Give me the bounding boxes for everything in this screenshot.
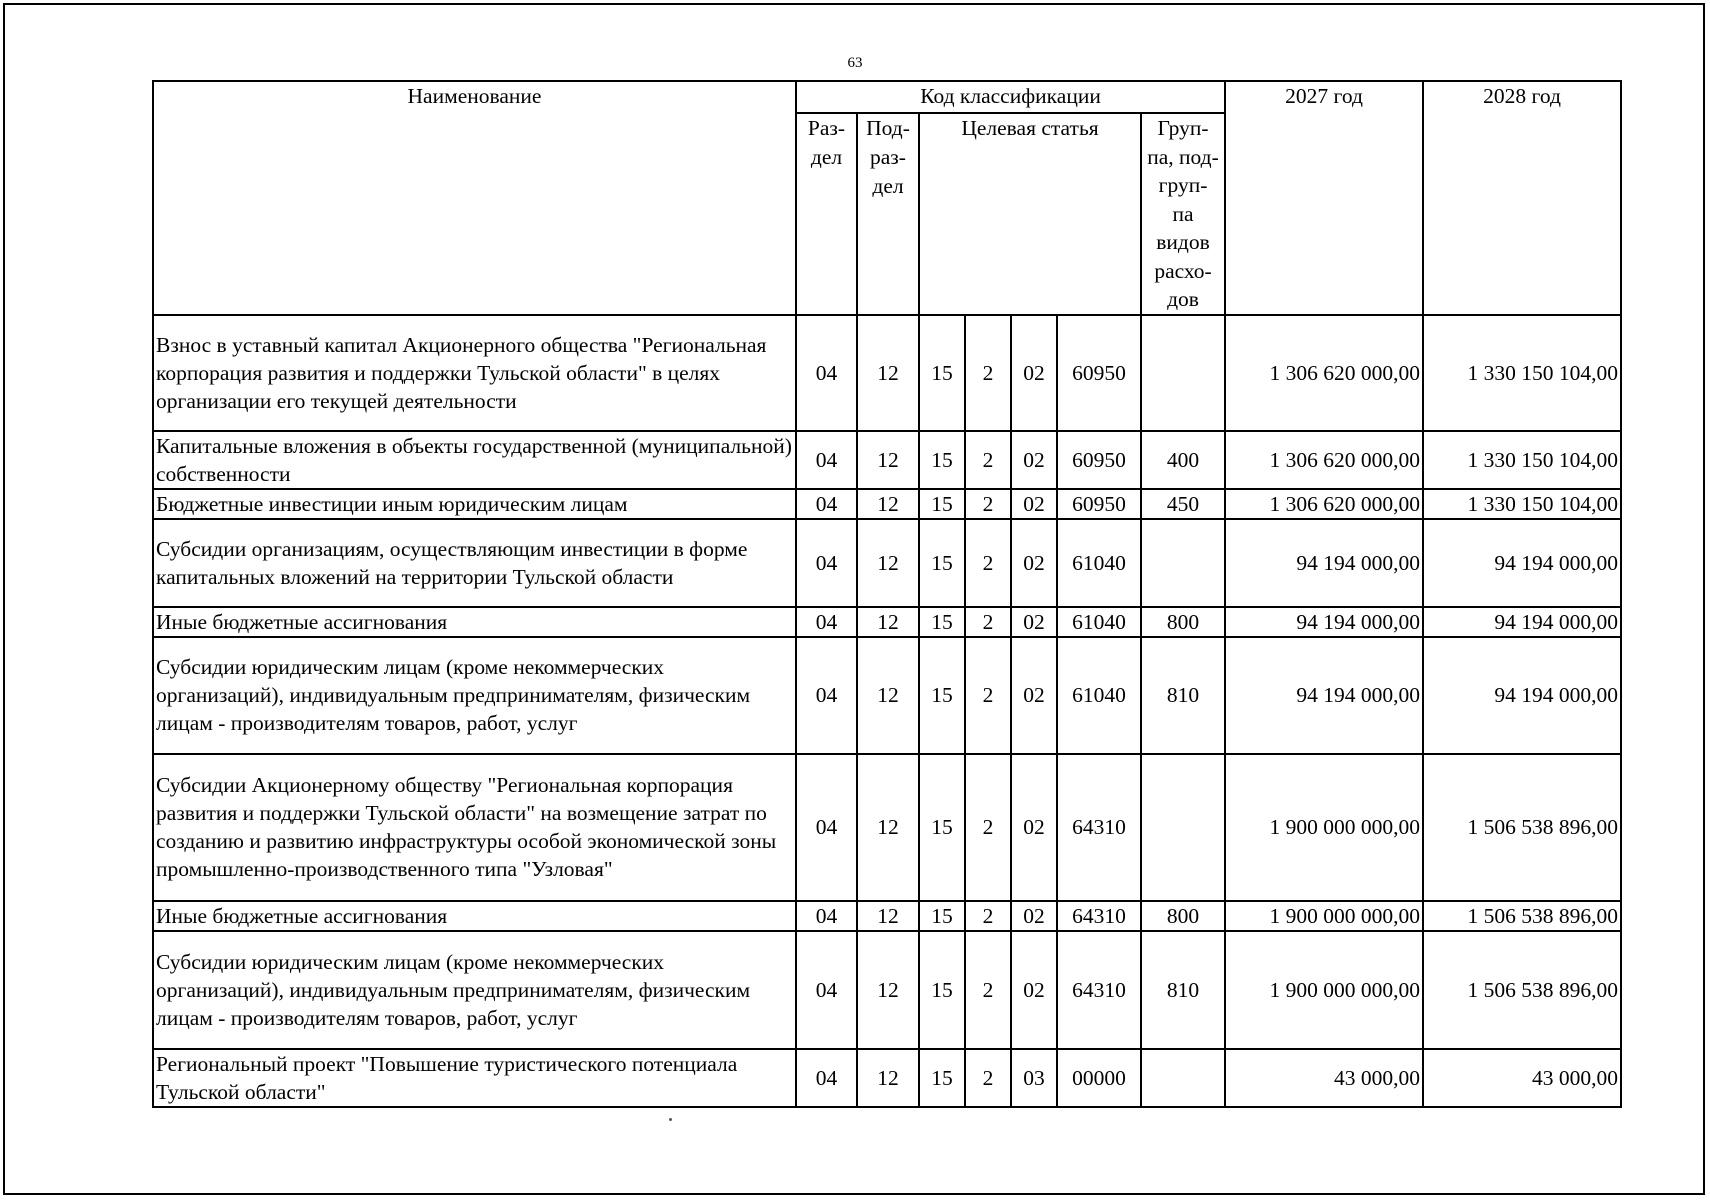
cell-target-subprogram: 2 — [965, 519, 1011, 607]
header-name: Наименование — [153, 81, 796, 315]
cell-expense-group — [1141, 315, 1225, 431]
cell-name: Бюджетные инвестиции иным юридическим лицам — [153, 489, 796, 519]
cell-podrazdel: 12 — [857, 489, 919, 519]
cell-target-program: 15 — [919, 315, 965, 431]
cell-target-subprogram: 2 — [965, 1049, 1011, 1107]
cell-expense-group: 810 — [1141, 931, 1225, 1049]
cell-amount-2028: 1 330 150 104,00 — [1423, 489, 1621, 519]
header-year-2028: 2028 год — [1423, 81, 1621, 315]
cell-amount-2027: 1 900 000 000,00 — [1225, 901, 1423, 931]
cell-expense-group — [1141, 754, 1225, 901]
header-target-article: Целевая статья — [919, 113, 1141, 315]
cell-podrazdel: 12 — [857, 431, 919, 489]
cell-target-subprogram: 2 — [965, 931, 1011, 1049]
cell-target-program: 15 — [919, 754, 965, 901]
cell-razdel: 04 — [796, 489, 857, 519]
cell-target-direction: 61040 — [1057, 607, 1141, 637]
cell-target-main-event: 02 — [1011, 489, 1057, 519]
cell-target-main-event: 02 — [1011, 931, 1057, 1049]
cell-razdel: 04 — [796, 1049, 857, 1107]
header-row-top — [153, 81, 1621, 113]
table-row — [153, 901, 1621, 931]
table-row — [153, 637, 1621, 754]
table-row — [153, 431, 1621, 489]
table-row — [153, 1049, 1621, 1107]
cell-target-direction: 64310 — [1057, 754, 1141, 901]
cell-amount-2027: 94 194 000,00 — [1225, 519, 1423, 607]
cell-target-main-event: 02 — [1011, 315, 1057, 431]
cell-amount-2027: 94 194 000,00 — [1225, 607, 1423, 637]
table-row — [153, 315, 1621, 431]
cell-target-direction: 60950 — [1057, 489, 1141, 519]
cell-target-program: 15 — [919, 637, 965, 754]
cell-target-program: 15 — [919, 607, 965, 637]
cell-target-direction: 64310 — [1057, 931, 1141, 1049]
cell-target-main-event: 02 — [1011, 637, 1057, 754]
table-row — [153, 754, 1621, 901]
cell-name: Субсидии юридическим лицам (кроме некоммерческих организаций), индивидуальным предпринимателям, физическим лицам - производителям товаров, работ, услуг — [153, 637, 796, 754]
cell-target-direction: 61040 — [1057, 519, 1141, 607]
cell-amount-2028: 94 194 000,00 — [1423, 637, 1621, 754]
cell-name: Капитальные вложения в объекты государственной (муниципальной) собственности — [153, 431, 796, 489]
cell-amount-2028: 1 330 150 104,00 — [1423, 431, 1621, 489]
cell-target-direction: 60950 — [1057, 431, 1141, 489]
cell-razdel: 04 — [796, 637, 857, 754]
cell-target-program: 15 — [919, 489, 965, 519]
cell-amount-2027: 1 306 620 000,00 — [1225, 315, 1423, 431]
cell-name: Взнос в уставный капитал Акционерного общества "Региональная корпорация развития и поддержки Тульской области" в целях организации его текущей деятельности — [153, 315, 796, 431]
cell-target-subprogram: 2 — [965, 431, 1011, 489]
scan-speck — [669, 1118, 672, 1121]
cell-amount-2028: 94 194 000,00 — [1423, 519, 1621, 607]
header-expense-group: Груп- па, под- груп- па видов расхо- дов — [1141, 113, 1225, 315]
table-row — [153, 519, 1621, 607]
cell-amount-2027: 94 194 000,00 — [1225, 637, 1423, 754]
cell-name: Субсидии юридическим лицам (кроме некоммерческих организаций), индивидуальным предпринимателям, физическим лицам - производителям товаров, работ, услуг — [153, 931, 796, 1049]
cell-razdel: 04 — [796, 901, 857, 931]
cell-razdel: 04 — [796, 315, 857, 431]
cell-podrazdel: 12 — [857, 754, 919, 901]
cell-target-program: 15 — [919, 901, 965, 931]
header-classification-code: Код классификации — [796, 81, 1225, 113]
cell-podrazdel: 12 — [857, 901, 919, 931]
cell-expense-group: 800 — [1141, 607, 1225, 637]
cell-name: Субсидии Акционерному обществу "Региональная корпорация развития и поддержки Тульской области" на возмещение затрат по созданию и развитию инфраструктуры особой экономической зоны промышленно-производственного типа "Узловая" — [153, 754, 796, 901]
cell-expense-group: 450 — [1141, 489, 1225, 519]
cell-target-main-event: 02 — [1011, 431, 1057, 489]
cell-amount-2028: 1 330 150 104,00 — [1423, 315, 1621, 431]
cell-target-subprogram: 2 — [965, 901, 1011, 931]
cell-podrazdel: 12 — [857, 607, 919, 637]
budget-table — [152, 80, 1622, 1108]
cell-amount-2028: 1 506 538 896,00 — [1423, 754, 1621, 901]
cell-target-subprogram: 2 — [965, 754, 1011, 901]
cell-target-program: 15 — [919, 519, 965, 607]
cell-target-main-event: 03 — [1011, 1049, 1057, 1107]
cell-podrazdel: 12 — [857, 519, 919, 607]
cell-expense-group — [1141, 519, 1225, 607]
page-number: 63 — [847, 55, 863, 71]
cell-amount-2027: 1 900 000 000,00 — [1225, 754, 1423, 901]
cell-podrazdel: 12 — [857, 315, 919, 431]
cell-razdel: 04 — [796, 754, 857, 901]
cell-target-program: 15 — [919, 431, 965, 489]
cell-target-direction: 60950 — [1057, 315, 1141, 431]
table-row — [153, 607, 1621, 637]
cell-target-direction: 61040 — [1057, 637, 1141, 754]
cell-name: Иные бюджетные ассигнования — [153, 607, 796, 637]
cell-target-subprogram: 2 — [965, 637, 1011, 754]
cell-target-program: 15 — [919, 1049, 965, 1107]
cell-podrazdel: 12 — [857, 637, 919, 754]
cell-amount-2028: 1 506 538 896,00 — [1423, 901, 1621, 931]
cell-expense-group — [1141, 1049, 1225, 1107]
cell-podrazdel: 12 — [857, 931, 919, 1049]
cell-amount-2027: 1 306 620 000,00 — [1225, 431, 1423, 489]
header-subsection: Под- раз- дел — [857, 113, 919, 315]
cell-amount-2028: 1 506 538 896,00 — [1423, 931, 1621, 1049]
cell-razdel: 04 — [796, 607, 857, 637]
cell-target-direction: 00000 — [1057, 1049, 1141, 1107]
cell-name: Иные бюджетные ассигнования — [153, 901, 796, 931]
cell-target-main-event: 02 — [1011, 607, 1057, 637]
cell-target-subprogram: 2 — [965, 607, 1011, 637]
cell-name: Региональный проект "Повышение туристического потенциала Тульской области" — [153, 1049, 796, 1107]
cell-amount-2027: 43 000,00 — [1225, 1049, 1423, 1107]
cell-amount-2028: 43 000,00 — [1423, 1049, 1621, 1107]
cell-podrazdel: 12 — [857, 1049, 919, 1107]
cell-target-main-event: 02 — [1011, 519, 1057, 607]
cell-razdel: 04 — [796, 519, 857, 607]
cell-amount-2028: 94 194 000,00 — [1423, 607, 1621, 637]
cell-target-program: 15 — [919, 931, 965, 1049]
cell-expense-group: 400 — [1141, 431, 1225, 489]
cell-expense-group: 810 — [1141, 637, 1225, 754]
table-row — [153, 489, 1621, 519]
cell-amount-2027: 1 900 000 000,00 — [1225, 931, 1423, 1049]
header-year-2027: 2027 год — [1225, 81, 1423, 315]
cell-razdel: 04 — [796, 931, 857, 1049]
cell-name: Субсидии организациям, осуществляющим инвестиции в форме капитальных вложений на территории Тульской области — [153, 519, 796, 607]
cell-target-main-event: 02 — [1011, 754, 1057, 901]
header-section: Раз- дел — [796, 113, 857, 315]
cell-expense-group: 800 — [1141, 901, 1225, 931]
table-row — [153, 931, 1621, 1049]
cell-target-subprogram: 2 — [965, 489, 1011, 519]
cell-target-main-event: 02 — [1011, 901, 1057, 931]
cell-target-direction: 64310 — [1057, 901, 1141, 931]
cell-razdel: 04 — [796, 431, 857, 489]
cell-target-subprogram: 2 — [965, 315, 1011, 431]
cell-amount-2027: 1 306 620 000,00 — [1225, 489, 1423, 519]
